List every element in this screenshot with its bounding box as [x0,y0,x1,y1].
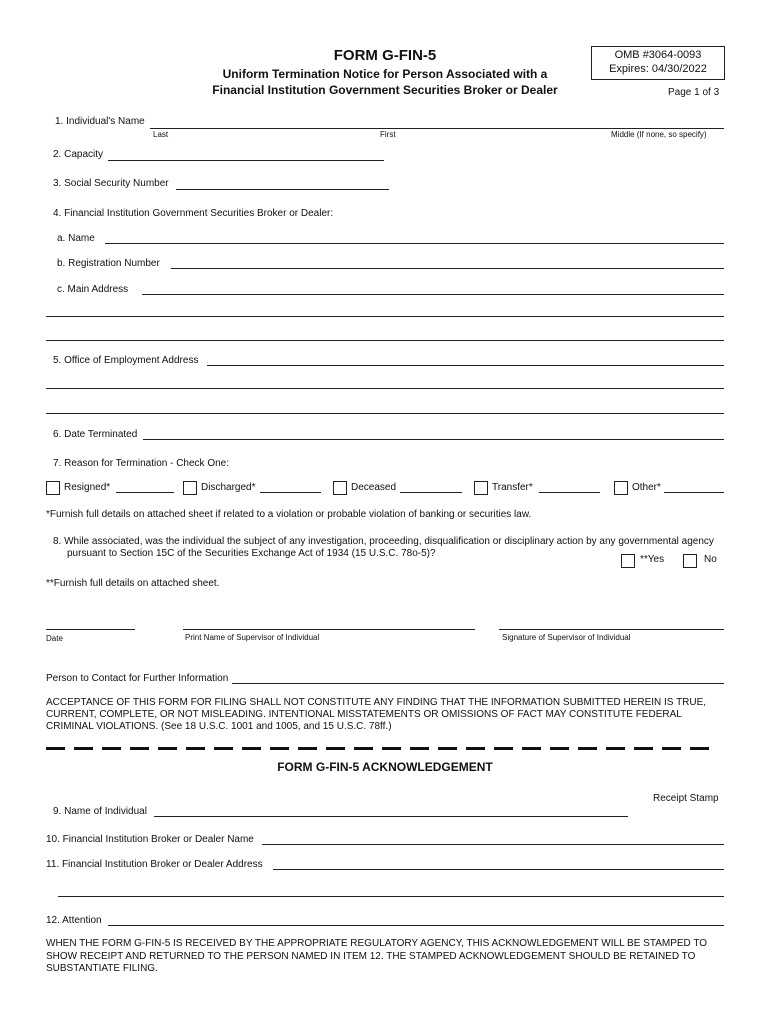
ack-footer-2: SHOW RECEIPT AND RETURNED TO THE PERSON NAMED IN ITEM 12. THE STAMPED ACKNOWLEDGEMENT SHOULD BE RETAINED TO [46,951,696,962]
name-last-sublabel: Last [153,130,169,139]
cut-line-dash [410,747,429,750]
transfer-checkbox[interactable] [474,481,488,495]
office-address-label: 5. Office of Employment Address [53,355,199,366]
registration-number-field[interactable] [171,268,724,269]
omb-expiry: Expires: 04/30/2022 [609,63,707,75]
disclaimer-line-2: CURRENT, COMPLETE, OR NOT MISLEADING. INTENTIONAL MISSTATEMENTS OR OMISSIONS OF FACT MAY CONSTITUTE FEDERAL [46,709,682,720]
contact-label: Person to Contact for Further Information [46,673,229,684]
cut-line-dash [438,747,457,750]
disclaimer-line-1: ACCEPTANCE OF THIS FORM FOR FILING SHALL NOT CONSTITUTE ANY FINDING THAT THE INFORMATION SUBMITTED HEREIN IS TRUE, [46,697,707,708]
receipt-stamp-label: Receipt Stamp [653,793,719,804]
individual-name-field[interactable] [150,128,724,129]
resigned-field[interactable] [116,492,174,493]
cut-line-dash [634,747,653,750]
investigation-footnote: **Furnish full details on attached sheet. [46,578,220,589]
no-checkbox[interactable] [683,554,697,568]
form-title: FORM G-FIN-5 [333,47,437,64]
no-label: No [704,554,717,565]
individual-name-label: 1. Individual's Name [55,116,145,127]
date-caption: Date [46,634,63,643]
name-first-sublabel: First [380,130,396,139]
capacity-field[interactable] [108,160,384,161]
cut-line-dash [46,747,65,750]
termination-footnote: *Furnish full details on attached sheet if related to a violation or probable violation of banking or securities law. [46,509,532,520]
signature-line[interactable] [499,629,724,630]
discharged-checkbox[interactable] [183,481,197,495]
print-name-line[interactable] [183,629,475,630]
cut-line-dash [326,747,345,750]
cut-line-dash [158,747,177,750]
cut-line-dash [298,747,317,750]
cut-line-dash [578,747,597,750]
capacity-label: 2. Capacity [53,149,104,160]
omb-number: OMB #3064-0093 [614,49,702,61]
omb-box [591,46,725,80]
main-address-label: c. Main Address [57,284,129,295]
ack-attention-field[interactable] [108,925,724,926]
contact-field[interactable] [232,683,724,684]
broker-name-field[interactable] [105,243,724,244]
signature-caption: Signature of Supervisor of Individual [502,633,631,642]
ack-title: FORM G-FIN-5 ACKNOWLEDGEMENT [277,760,493,774]
date-terminated-label: 6. Date Terminated [53,429,138,440]
other-field[interactable] [664,492,724,493]
resigned-checkbox[interactable] [46,481,60,495]
cut-line-dash [382,747,401,750]
cut-line-dash [690,747,709,750]
form-subtitle-1: Uniform Termination Notice for Person Associated with a [222,67,548,81]
cut-line-dash [242,747,261,750]
main-address-field-2[interactable] [46,316,724,317]
cut-line-dash [662,747,681,750]
cut-line-dash [270,747,289,750]
cut-line-dash [522,747,541,750]
other-label: Other* [632,482,661,493]
ack-individual-field[interactable] [154,816,628,817]
cut-line-dash [354,747,373,750]
form-subtitle-2: Financial Institution Government Securities Broker or Dealer [212,83,558,97]
investigation-question-2: pursuant to Section 15C of the Securities Exchange Act of 1934 (15 U.S.C. 78o-5)? [67,548,436,559]
ack-broker-address-label: 11. Financial Institution Broker or Dealer Address [46,859,263,870]
name-middle-sublabel: Middle (If none, so specify) [611,130,707,139]
investigation-question-1: 8. While associated, was the individual the subject of any investigation, proceeding, disqualification or disciplinary action by any governmental agency [53,536,714,547]
transfer-field[interactable] [539,492,600,493]
deceased-checkbox[interactable] [333,481,347,495]
cut-line-dash [606,747,625,750]
ack-individual-label: 9. Name of Individual [53,806,147,817]
office-address-field-1[interactable] [207,365,724,366]
discharged-label: Discharged* [201,482,256,493]
disclaimer-line-3: CRIMINAL VIOLATIONS. (See 18 U.S.C. 1001 and 1005, and 15 U.S.C. 78ff.) [46,721,392,732]
ack-broker-name-label: 10. Financial Institution Broker or Dealer Name [46,834,254,845]
cut-line-dash [102,747,121,750]
cut-line-dash [550,747,569,750]
print-name-caption: Print Name of Supervisor of Individual [185,633,320,642]
date-terminated-field[interactable] [143,439,724,440]
resigned-label: Resigned* [64,482,111,493]
ssn-field[interactable] [176,189,389,190]
main-address-field-3[interactable] [46,340,724,341]
cut-line-dash [186,747,205,750]
transfer-label: Transfer* [492,482,533,493]
discharged-field[interactable] [260,492,321,493]
broker-dealer-heading: 4. Financial Institution Government Securities Broker or Dealer: [53,208,334,219]
cut-line-dash [466,747,485,750]
deceased-label: Deceased [351,482,397,493]
other-checkbox[interactable] [614,481,628,495]
cut-line-dash [494,747,513,750]
yes-checkbox[interactable] [621,554,635,568]
termination-reason-label: 7. Reason for Termination - Check One: [53,458,230,469]
ack-broker-address-field-2[interactable] [58,896,724,897]
broker-name-label: a. Name [57,233,95,244]
cut-line-dash [214,747,233,750]
yes-label: **Yes [640,554,665,565]
ack-broker-name-field[interactable] [262,844,724,845]
office-address-field-3[interactable] [46,413,724,414]
date-signature-line[interactable] [46,629,135,630]
cut-line-dash [130,747,149,750]
ack-footer-3: SUBSTANTIATE FILING. [46,963,158,974]
main-address-field-1[interactable] [142,294,724,295]
registration-number-label: b. Registration Number [57,258,160,269]
page-number: Page 1 of 3 [668,87,720,98]
cut-line-dash [74,747,93,750]
ssn-label: 3. Social Security Number [53,178,169,189]
ack-attention-label: 12. Attention [46,915,102,926]
deceased-field[interactable] [400,492,462,493]
office-address-field-2[interactable] [46,388,724,389]
ack-broker-address-field-1[interactable] [273,869,724,870]
ack-footer-1: WHEN THE FORM G-FIN-5 IS RECEIVED BY THE APPROPRIATE REGULATORY AGENCY, THIS ACKNOWLEDGEMENT WILL BE STAMPED TO [46,938,708,949]
